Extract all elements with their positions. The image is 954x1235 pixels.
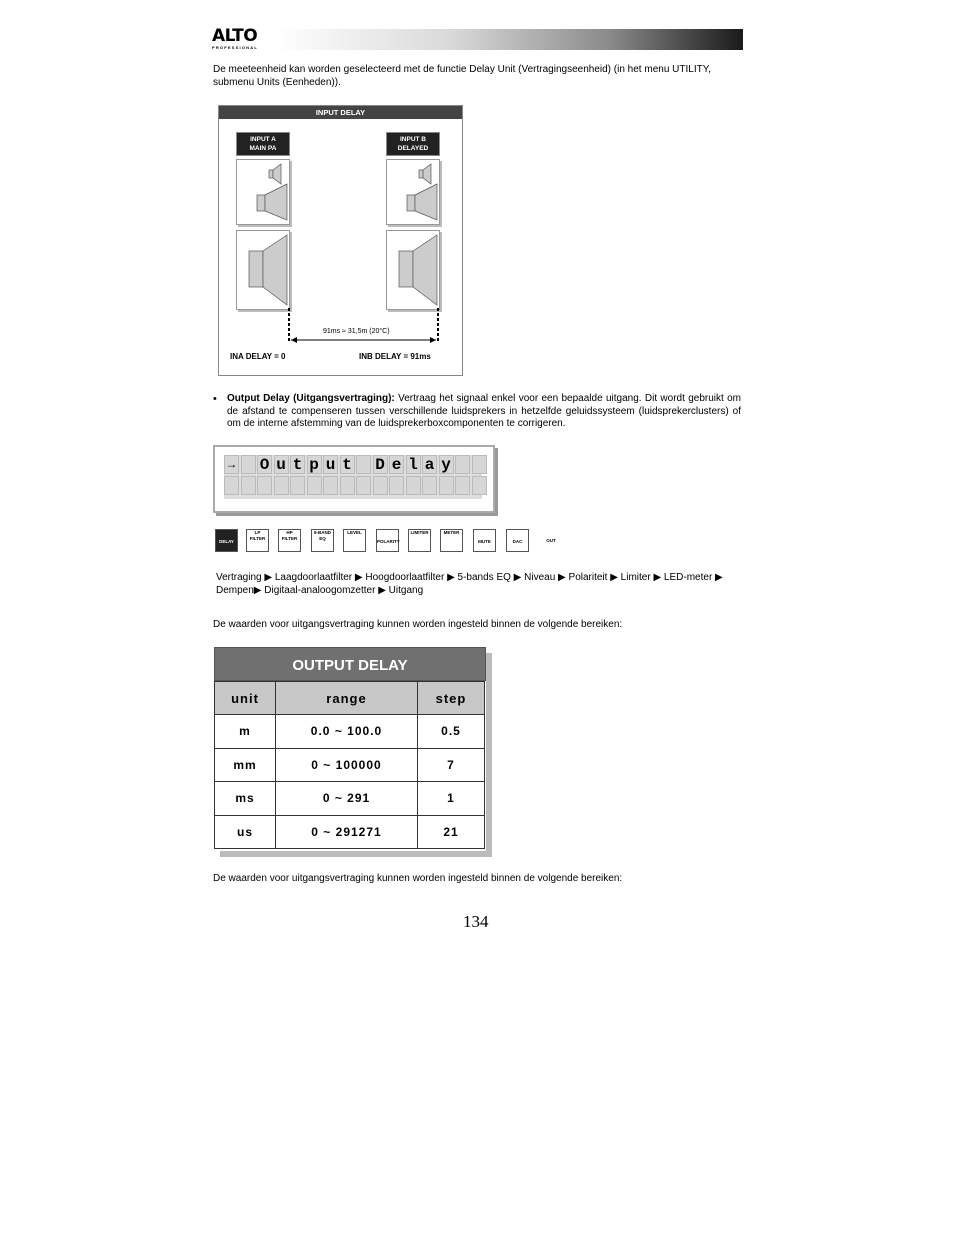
lcd-arrow-icon: → — [224, 455, 239, 474]
chain-block-mute: MUTE — [473, 529, 496, 552]
input-a-label — [236, 132, 290, 156]
table-cell: 1 — [417, 781, 485, 816]
header-gradient-bar — [212, 26, 743, 50]
input-b-label — [386, 132, 440, 156]
lcd-cell — [373, 476, 388, 495]
table-cell: mm — [214, 748, 276, 783]
lcd-cell: u — [274, 455, 289, 474]
speaker-a-top — [236, 159, 290, 225]
lcd-cell — [274, 476, 289, 495]
speaker-a-bottom — [236, 230, 290, 310]
lcd-cell: D — [373, 455, 388, 474]
input-delay-figure — [218, 105, 463, 376]
lcd-display — [213, 445, 495, 513]
table-cell: m — [214, 714, 276, 749]
lcd-cell — [323, 476, 338, 495]
output-delay-bullet — [227, 393, 741, 431]
bullet-dot: • — [213, 393, 217, 405]
output-delay-table — [214, 647, 486, 851]
lcd-cell: a — [422, 455, 437, 474]
lcd-cell: u — [323, 455, 338, 474]
lcd-cell — [290, 476, 305, 495]
bullet-body: Vertraag het signaal enkel voor een bepaalde uitgang. Dit wordt gebruikt om de afstand te compenseren tussen verschillende luidsprekers in hetzelfde geluidssysteem (luidsprekerclusters) of om de interne afstemming van de luidsprekerboxcomponenten te corrigeren. — [227, 393, 741, 429]
ina-delay-label: INA DELAY = 0 — [230, 352, 286, 361]
input-b-line2: DELAYED — [397, 145, 429, 152]
lcd-cell — [455, 476, 470, 495]
lcd-cell — [356, 476, 371, 495]
lcd-cell — [241, 455, 256, 474]
table-cell: 7 — [417, 748, 485, 783]
lcd-cell: y — [439, 455, 454, 474]
table-header-step: step — [417, 681, 485, 715]
speaker-icon — [387, 231, 439, 309]
chain-block-out: OUT — [538, 529, 564, 552]
lcd-cell: t — [340, 455, 355, 474]
speaker-icon — [387, 160, 439, 224]
distance-label — [323, 328, 390, 335]
table-cell: 0 ~ 291 — [275, 781, 418, 816]
lcd-cell: l — [406, 455, 421, 474]
lcd-cell — [439, 476, 454, 495]
chain-block-5-band-eq: 5-BAND EQ — [311, 529, 334, 552]
lcd-cell — [472, 455, 487, 474]
bullet-bold: Output Delay (Uitgangsvertraging): — [227, 393, 395, 404]
chain-block-hp-filter: HP FILTER — [278, 529, 301, 552]
speaker-icon — [237, 231, 289, 309]
lcd-cell — [241, 476, 256, 495]
table-cell: 0.5 — [417, 714, 485, 749]
table-cell: 0 ~ 291271 — [275, 815, 418, 850]
range-footer-paragraph: De waarden voor uitgangsvertraging kunnen worden ingesteld binnen de volgende bereiken: — [213, 873, 623, 884]
lcd-cell — [356, 455, 371, 474]
table-cell: us — [214, 815, 276, 850]
distance-value: 91ms ≈ 31,5m — [323, 328, 368, 335]
lcd-cell: e — [389, 455, 404, 474]
signal-chain — [215, 528, 565, 554]
lcd-cell — [406, 476, 421, 495]
chain-block-delay: DELAY — [215, 529, 238, 552]
chain-block-dac: DAC — [506, 529, 529, 552]
chain-block-level: LEVEL — [343, 529, 366, 552]
lcd-cell — [422, 476, 437, 495]
input-a-line1: INPUT A — [250, 136, 276, 143]
lcd-cell: p — [307, 455, 322, 474]
lcd-cell — [472, 476, 487, 495]
lcd-cell — [307, 476, 322, 495]
speaker-icon — [237, 160, 289, 224]
alto-logo: ALTO — [212, 26, 258, 46]
lcd-cell — [340, 476, 355, 495]
chain-block-polarity: POLARITY — [376, 529, 399, 552]
table-header-unit: unit — [214, 681, 276, 715]
page-number: 134 — [463, 912, 489, 931]
figure-title: INPUT DELAY — [219, 106, 462, 119]
lcd-cell — [224, 476, 239, 495]
table-cell: 0 ~ 100000 — [275, 748, 418, 783]
inb-delay-label: INB DELAY = 91ms — [359, 352, 431, 361]
speaker-b-bottom — [386, 230, 440, 310]
alto-logo-subtitle: PROFESSIONAL — [212, 45, 258, 50]
lcd-cell: O — [257, 455, 272, 474]
input-b-line1: INPUT B — [400, 136, 426, 143]
lcd-screen — [224, 455, 482, 499]
table-header-range: range — [275, 681, 418, 715]
chain-block-lp-filter: LP FILTER — [246, 529, 269, 552]
chain-block-meter: METER — [440, 529, 463, 552]
lcd-cell — [257, 476, 272, 495]
table-cell: ms — [214, 781, 276, 816]
intro-paragraph: De meeteenheid kan worden geselecteerd met de functie Delay Unit (Vertragingseenheid) (in het menu UTILITY, submenu Units (Eenheden)). — [213, 64, 711, 88]
input-a-line2: MAIN PA — [249, 145, 277, 152]
speaker-b-top — [386, 159, 440, 225]
table-cell: 0.0 ~ 100.0 — [275, 714, 418, 749]
lcd-cell: t — [290, 455, 305, 474]
lcd-cell — [455, 455, 470, 474]
distance-temp: (20°C) — [369, 328, 390, 335]
signal-chain-description: Vertraging ▶ Laagdoorlaatfilter ▶ Hoogdoorlaatfilter ▶ 5-bands EQ ▶ Niveau ▶ Polariteit ▶ Limiter ▶ LED-meter ▶ Dempen▶ Digitaal-analoogomzetter ▶ Uitgang — [216, 572, 723, 596]
table-title: OUTPUT DELAY — [214, 647, 486, 681]
lcd-cell — [389, 476, 404, 495]
range-intro-paragraph: De waarden voor uitgangsvertraging kunnen worden ingesteld binnen de volgende bereiken: — [213, 619, 623, 630]
chain-block-limiter: LIMITER — [408, 529, 431, 552]
table-cell: 21 — [417, 815, 485, 850]
